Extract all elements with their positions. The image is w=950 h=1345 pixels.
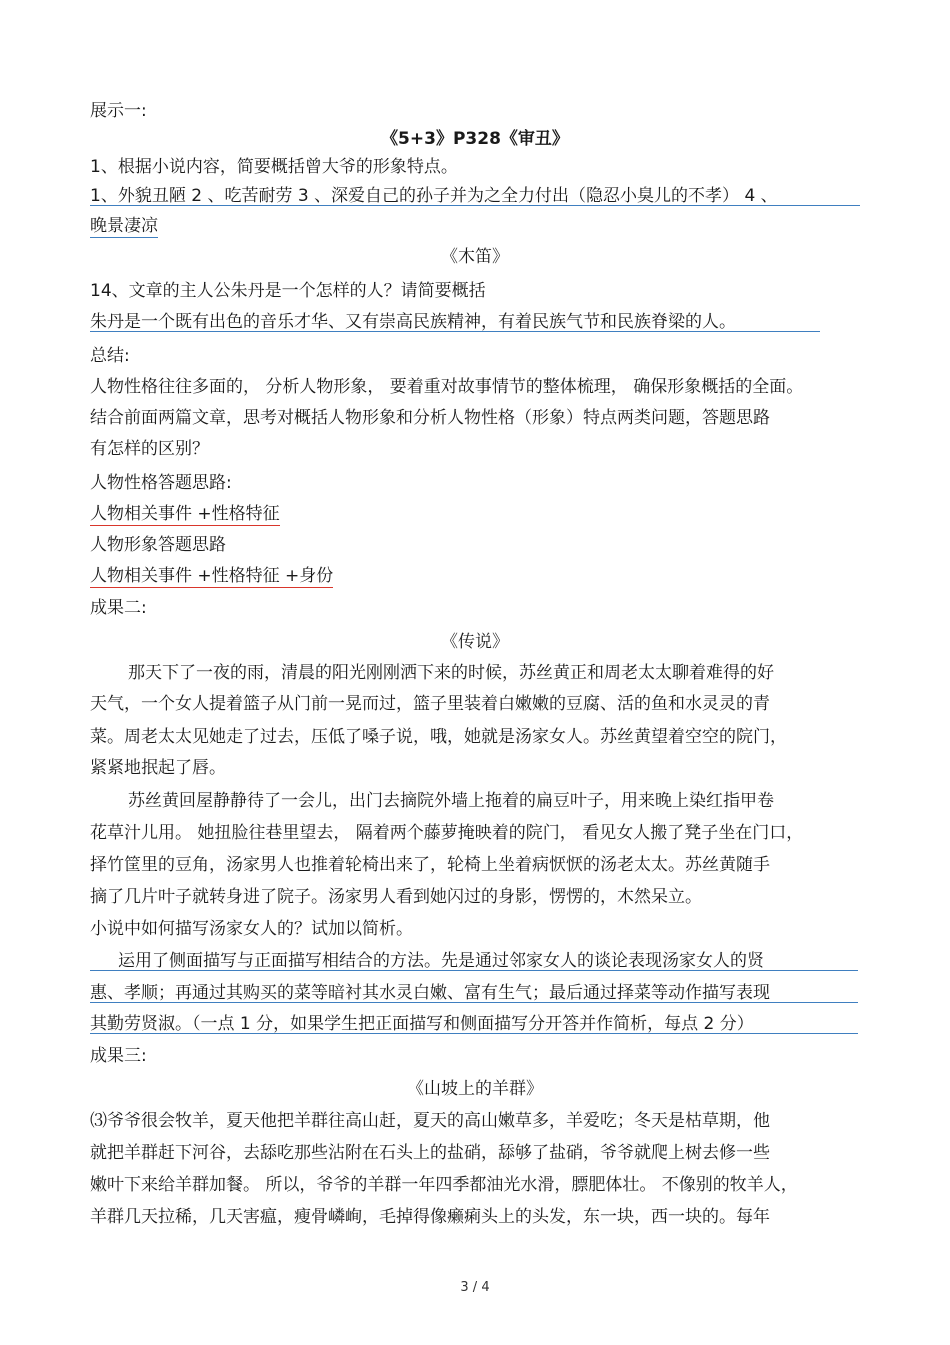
paragraph-line: 有怎样的区别？ [90, 439, 209, 459]
text-title: 《传说》 [441, 632, 509, 652]
answer-line: 其勤劳贤淑。（一点 1 分，如果学生把正面描写和侧面描写分开答并作简析，每点 2 分） [90, 1014, 754, 1034]
answer-underline [90, 1002, 858, 1003]
answer-line: 惠、孝顺；再通过其购买的菜等暗衬其水灵白嫩、富有生气；最后通过择菜等动作描写表现 [90, 983, 770, 1003]
passage-line: ⑶爷爷很会牧羊，夏天他把羊群往高山赶，夏天的高山嫩草多，羊爱吃；冬天是枯草期，他 [90, 1111, 770, 1131]
answer-line: 1、外貌丑陋 2 、吃苦耐劳 3 、深爱自己的孙子并为之全力付出（隐忍小臭儿的不孝） 4 、 [90, 186, 778, 206]
passage-line: 就把羊群赶下河谷，去舔吃那些沾附在石头上的盐硝，舔够了盐硝，爷爷就爬上树去修一些 [90, 1143, 770, 1163]
section-label: 成果二: [90, 598, 147, 618]
answer-line: 运用了侧面描写与正面描写相结合的方法。先是通过邻家女人的谈论表现汤家女人的贤 [118, 951, 764, 971]
text-title: 《5+3》P328《审丑》 [381, 129, 569, 149]
question: 1、根据小说内容，简要概括曾大爷的形象特点。 [90, 157, 458, 177]
passage-line: 苏丝黄回屋静静待了一会儿，出门去摘院外墙上拖着的扁豆叶子，用来晚上染红指甲卷 [128, 791, 774, 811]
text-title: 《木笛》 [441, 247, 509, 267]
section-label: 总结: [90, 346, 130, 366]
answer-underline [90, 970, 858, 971]
answer-underline [90, 205, 860, 206]
question: 14、文章的主人公朱丹是一个怎样的人？请简要概括 [90, 281, 486, 301]
text-title: 《山坡上的羊群》 [407, 1079, 543, 1099]
formula-line [90, 503, 280, 525]
answer-underline [90, 331, 820, 332]
passage-line: 天气，一个女人提着篮子从门前一晃而过，篮子里装着白嫩嫩的豆腐、活的鱼和水灵灵的青 [90, 694, 770, 714]
passage-line: 花草汁儿用。 她扭脸往巷里望去， 隔着两个藤萝掩映着的院门， 看见女人搬了凳子坐在门口， [90, 823, 804, 843]
answer-underline [90, 1033, 858, 1034]
passage-line: 摘了几片叶子就转身进了院子。汤家男人看到她闪过的身影，愣愣的，木然呆立。 [90, 887, 702, 907]
paragraph-line: 人物性格答题思路: [90, 473, 232, 493]
formula-line [90, 565, 333, 587]
paragraph-line: 人物形象答题思路 [90, 535, 226, 555]
answer-line [90, 215, 158, 237]
answer-text: 晚景凄凉 [90, 216, 158, 236]
section-label: 展示一: [90, 101, 147, 121]
passage-line: 羊群几天拉稀，几天害瘟，瘦骨嶙峋，毛掉得像癞痢头上的头发，东一块，西一块的。每年 [90, 1207, 770, 1227]
formula-text: 人物相关事件 +性格特征 +身份 [90, 566, 334, 586]
paragraph-line: 结合前面两篇文章，思考对概括人物形象和分析人物性格（形象）特点两类问题，答题思路 [90, 408, 770, 428]
answer-line: 朱丹是一个既有出色的音乐才华、又有崇高民族精神，有着民族气节和民族脊梁的人。 [90, 312, 736, 332]
formula-text: 人物相关事件 +性格特征 [90, 504, 280, 524]
passage-line: 择竹筐里的豆角，汤家男人也推着轮椅出来了，轮椅上坐着病恹恹的汤老太太。苏丝黄随手 [90, 855, 770, 875]
passage-line: 菜。周老太太见她走了过去，压低了嗓子说，哦，她就是汤家女人。苏丝黄望着空空的院门， [90, 727, 787, 747]
question: 小说中如何描写汤家女人的？试加以简析。 [90, 919, 413, 939]
section-label: 成果三: [90, 1046, 147, 1066]
passage-line: 紧紧地抿起了唇。 [90, 758, 226, 778]
page-number: 3 / 4 [460, 1280, 490, 1295]
paragraph-line: 人物性格往往多面的， 分析人物形象， 要着重对故事情节的整体梳理， 确保形象概括的全面。 [90, 377, 804, 397]
passage-line: 嫩叶下来给羊群加餐。 所以，爷爷的羊群一年四季都油光水滑，膘肥体壮。 不像别的牧羊人， [90, 1175, 798, 1195]
passage-line: 那天下了一夜的雨，清晨的阳光刚刚洒下来的时候，苏丝黄正和周老太太聊着难得的好 [128, 663, 774, 683]
